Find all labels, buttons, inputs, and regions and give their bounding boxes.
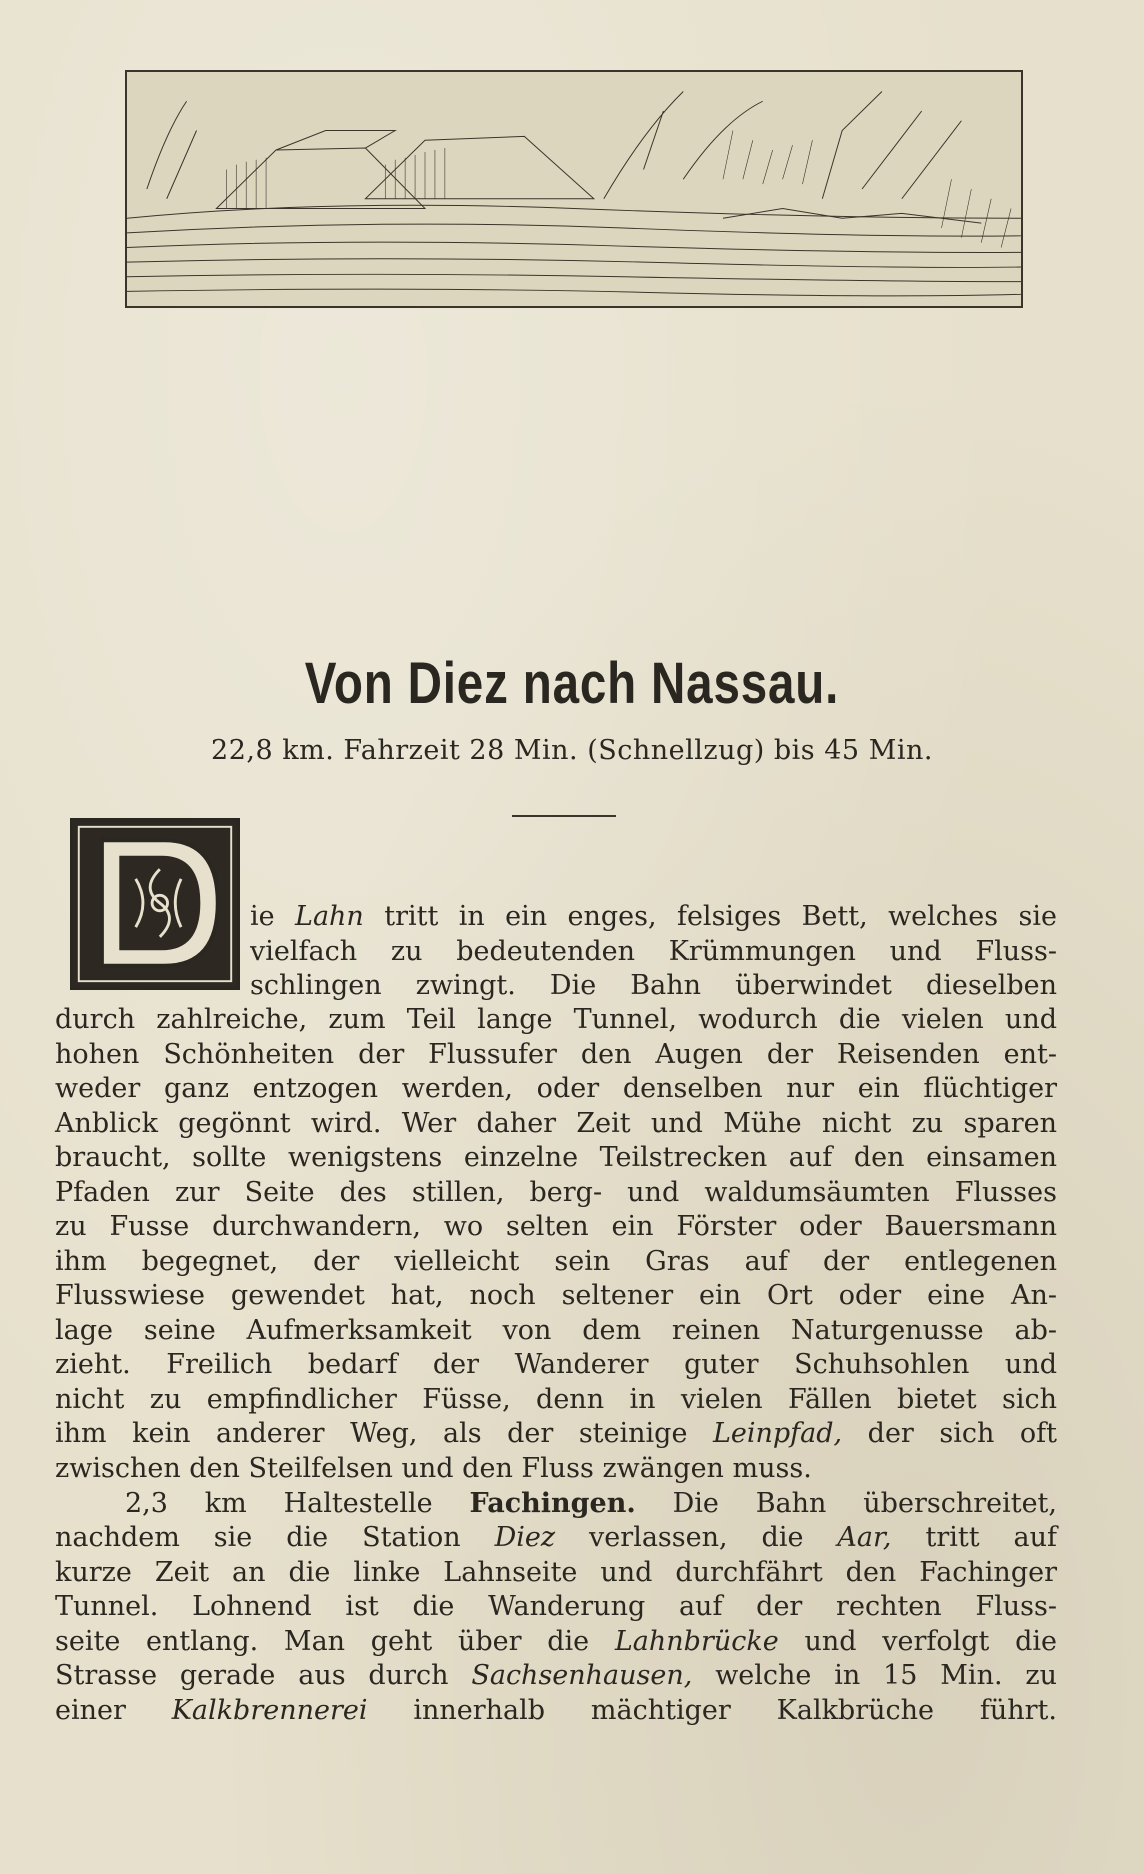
text-line: Pfaden zur Seite des stillen, berg- und waldumsäumten Flusses xyxy=(55,1177,1057,1208)
text-line: seite entlang. Man geht über die Lahnbrücke und verfolgt die xyxy=(55,1626,1057,1657)
text-line: weder ganz entzogen werden, oder denselben nur ein flüchtiger xyxy=(55,1073,1057,1104)
text-line: 2,3 km Haltestelle Fachingen. Die Bahn überschreitet, xyxy=(125,1488,1057,1519)
text-line: Tunnel. Lohnend ist die Wanderung auf der rechten Fluss- xyxy=(55,1591,1057,1622)
text-line: durch zahlreiche, zum Teil lange Tunnel, wodurch die vielen und xyxy=(55,1004,1057,1035)
text-line: kurze Zeit an die linke Lahnseite und durchfährt den Fachinger xyxy=(55,1557,1057,1588)
text-line: zwischen den Steilfelsen und den Fluss zwängen muss. xyxy=(55,1453,812,1484)
title-divider xyxy=(512,815,616,817)
text-line: nicht zu empfindlicher Füsse, denn in vielen Fällen bietet sich xyxy=(55,1384,1057,1415)
route-subtitle: 22,8 km. Fahrzeit 28 Min. (Schnellzug) bis 45 Min. xyxy=(211,735,933,766)
text-line: ie Lahn tritt in ein enges, felsiges Bett, welches sie xyxy=(250,901,1057,932)
text-line: Anblick gegönnt wird. Wer daher Zeit und Mühe nicht zu sparen xyxy=(55,1108,1057,1139)
text-line: ihm kein anderer Weg, als der steinige Leinpfad, der sich oft xyxy=(55,1418,1057,1449)
text-line: Flusswiese gewendet hat, noch seltener ein Ort oder eine An- xyxy=(55,1280,1057,1311)
decorative-initial xyxy=(70,818,240,990)
text-line: einer Kalkbrennerei innerhalb mächtiger Kalkbrüche führt. xyxy=(55,1695,1057,1726)
text-line: nachdem sie die Station Diez verlassen, die Aar, tritt auf xyxy=(55,1522,1057,1553)
text-line: hohen Schönheiten der Flussufer den Augen der Reisenden ent- xyxy=(55,1039,1057,1070)
text-line: braucht, sollte wenigstens einzelne Teilstrecken auf den einsamen xyxy=(55,1142,1057,1173)
text-line: schlingen zwingt. Die Bahn überwindet dieselben xyxy=(250,970,1057,1001)
text-line: zieht. Freilich bedarf der Wanderer guter Schuhsohlen und xyxy=(55,1349,1057,1380)
text-line: vielfach zu bedeutenden Krümmungen und Fluss- xyxy=(250,936,1057,967)
landscape-engraving xyxy=(125,70,1023,308)
text-line: Strasse gerade aus durch Sachsenhausen, welche in 15 Min. zu xyxy=(55,1660,1057,1691)
text-line: lage seine Aufmerksamkeit von dem reinen Naturgenusse ab- xyxy=(55,1315,1057,1346)
page-title: Von Diez nach Nassau. xyxy=(304,651,840,716)
text-line: ihm begegnet, der vielleicht sein Gras auf der entlegenen xyxy=(55,1246,1057,1277)
text-line: zu Fusse durchwandern, wo selten ein Förster oder Bauersmann xyxy=(55,1211,1057,1242)
